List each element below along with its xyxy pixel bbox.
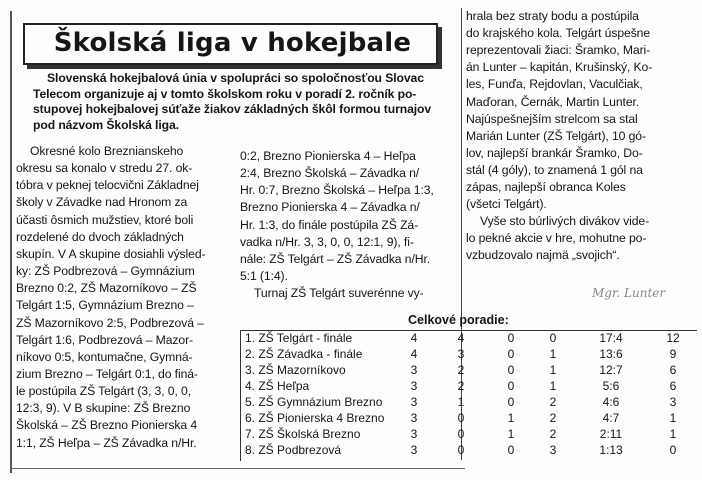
cell-w: 1 [457, 395, 465, 409]
cell-l: 0 [549, 331, 557, 345]
col2-line: 0:2, Brezno Pionierska 4 – Heľpa [240, 149, 416, 163]
col3-line: Marián Lunter (ZŠ Telgárt), 10 gó- [466, 128, 646, 143]
col2-line: Brezno Pionierska 4 – Závadka n/ [240, 200, 420, 215]
col1-line: Školská – ZŠ Brezno Pionierska 4 [16, 418, 198, 433]
cell-gp: 3 [410, 427, 418, 441]
col1-line: Brezno 0:2, ZŠ Mazorníkovo – ZŠ [16, 281, 197, 296]
col1-line: okresu sa konalo v stredu 27. ok- [16, 161, 193, 176]
cell-team: 1. ZŠ Telgárt - finále [245, 331, 353, 345]
col3-line: vzbudzovalo najmä „svojich“. [466, 248, 620, 263]
cell-d: 0 [507, 443, 515, 457]
bottom-rule [10, 468, 465, 469]
cell-gp: 3 [410, 379, 418, 393]
cell-w: 0 [457, 427, 465, 441]
col1-line: Telgárt 1:6, Podbrezová – Mazor- [16, 332, 193, 347]
col1-line: skupín. V A skupine dosiahli výsled- [16, 246, 206, 261]
cell-w: 2 [457, 363, 465, 377]
headline: Školská liga v hokejbale [53, 28, 412, 58]
cell-score: 4:7 [602, 411, 620, 425]
col3-line: án Lunter – kapitán, Krušinský, Ko- [466, 60, 653, 75]
cell-l: 2 [549, 411, 557, 425]
col2-line: 2:4, Brezno Školská – Závadka n/ [240, 166, 420, 181]
cell-w: 0 [457, 443, 465, 457]
col3-line: reprezentovali žiaci: Šramko, Mari- [466, 43, 651, 58]
col1-line: zium Brezno – Telgárt 0:1, do finá- [16, 366, 198, 381]
col3-line: zápas, najlepší obranca Koles [466, 180, 626, 194]
cell-gp: 3 [410, 411, 418, 425]
cell-w: 2 [457, 379, 465, 393]
col2-line: Hr. 1:3, do finále postúpila ZŠ Zá- [240, 217, 419, 232]
cell-team: 4. ZŠ Heľpa [245, 379, 310, 393]
col1-line: rozdelené do dvoch základných [16, 229, 184, 244]
col3-line: hrala bez straty bodu a postúpila [466, 9, 639, 23]
col2-line: 5:1 (1:4). [240, 269, 288, 284]
col1-line: účasti ôsmich mužstiev, ktoré boli [16, 212, 194, 227]
cell-l: 1 [549, 347, 557, 361]
cell-pts: 6 [669, 363, 677, 377]
col3-line: Vyše sto búrlivých divákov vide- [480, 214, 650, 229]
col1-line: Telgárt 1:5, Gymnázium Brezno – [16, 298, 194, 313]
col1-line: le postúpila ZŠ Telgárt (3, 3, 0, 0, [16, 384, 192, 399]
col3-line: do krajského kola. Telgárt úspešne [466, 26, 651, 41]
col3-line: stál (4 góly), to znamená 1 gól na [466, 162, 643, 177]
col1-line: ky: ZŠ Podbrezová – Gymnázium [16, 264, 195, 279]
col1-line: Okresné kolo Breznianskeho [30, 144, 184, 158]
cell-d: 1 [507, 411, 515, 425]
lead-line: pod názvom Školská liga. [33, 117, 179, 132]
cell-d: 1 [507, 427, 515, 441]
col1-line: školy v Závadke nad Hronom za [16, 195, 188, 210]
cell-l: 1 [549, 379, 557, 393]
cell-l: 2 [549, 427, 557, 441]
cell-d: 0 [507, 395, 515, 409]
headline-box [23, 23, 438, 65]
col1-line: ZŠ Mazorníkovo 2:5, Podbrezová – [16, 315, 204, 330]
cell-team: 5. ZŠ Gymnázium Brezno [245, 395, 383, 409]
cell-score: 13:6 [599, 347, 623, 361]
cell-gp: 4 [410, 331, 418, 345]
lead-line: Telecom organizuje aj v tomto školskom roku v poradí 2. ročník po- [33, 86, 417, 101]
cell-team: 2. ZŠ Závadka - finále [245, 347, 363, 361]
lead-line: Slovenská hokejbalová únia v spolupráci so spoločnosťou Slovac [47, 71, 424, 85]
cell-score: 1:13 [599, 443, 623, 457]
cell-pts: 6 [669, 379, 677, 393]
col3-line: lov, najlepší brankár Šramko, Do- [466, 145, 643, 160]
cell-w: 0 [457, 411, 465, 425]
col1-line: tóbra v peknej telocvični Základnej [16, 178, 199, 193]
cell-score: 4:6 [602, 395, 620, 409]
cell-w: 4 [457, 331, 465, 345]
col2-line: vadka n/Hr. 3, 3, 0, 0, 12:1, 9), fi- [240, 234, 414, 249]
cell-score: 5:6 [602, 379, 620, 393]
lead-line: stupovej hokejbalovej súťaže žiakov základných škôl formou turnajov [33, 102, 432, 117]
cell-pts: 9 [669, 347, 677, 361]
col3-line: les, Funďa, Rejdovlan, Vaculčiak, [466, 77, 643, 92]
cell-score: 17:4 [599, 331, 623, 345]
cell-w: 3 [457, 347, 465, 361]
col3-line: lo pekné akcie v hre, mohutne po- [466, 231, 647, 246]
cell-team: 7. ZŠ Školská Brezno [245, 427, 361, 441]
cell-gp: 3 [410, 395, 418, 409]
cell-l: 1 [549, 363, 557, 377]
col1-line: 12:3, 9). V B skupine: ZŠ Brezno [16, 401, 191, 416]
cell-l: 2 [549, 395, 557, 409]
cell-team: 3. ZŠ Mazorníkovo [245, 363, 346, 377]
cell-pts: 1 [669, 427, 677, 441]
cell-d: 0 [507, 331, 515, 345]
cell-gp: 3 [410, 363, 418, 377]
cell-l: 3 [549, 443, 557, 457]
cell-gp: 4 [410, 347, 418, 361]
col2-line: nále: ZŠ Telgárt – ZŠ Závadka n/Hr. [240, 251, 431, 266]
col1-line: níkovo 0:5, kontumačne, Gymná- [16, 349, 193, 364]
author-signature: Mgr. Lunter [592, 286, 666, 300]
col3-line: Maďoran, Černák, Martin Lunter. [466, 94, 640, 109]
col1-line: 1:1, ZŠ Heľpa – ZŠ Závadka n/Hr. [16, 435, 197, 450]
cell-score: 12:7 [599, 363, 623, 377]
col2-line: Hr. 0:7, Brezno Školská – Heľpa 1:3, [240, 183, 434, 198]
cell-pts: 3 [669, 395, 677, 409]
cell-team: 6. ZŠ Pionierska 4 Brezno [245, 411, 385, 425]
col2-line: Turnaj ZŠ Telgárt suverénne vy- [254, 286, 424, 301]
left-column-rule [10, 11, 12, 473]
cell-d: 0 [507, 363, 515, 377]
cell-gp: 3 [410, 443, 418, 457]
cell-d: 0 [507, 379, 515, 393]
cell-pts: 12 [666, 331, 680, 345]
cell-d: 0 [507, 347, 515, 361]
col3-line: Najúspešnejším strelcom sa stal [466, 111, 638, 126]
cell-pts: 0 [669, 443, 677, 457]
cell-score: 2:11 [599, 427, 623, 441]
standings-header: Celkové poradie: [408, 313, 509, 327]
cell-team: 8. ZŠ Podbrezová [245, 443, 342, 457]
cell-pts: 1 [669, 411, 677, 425]
col3-line: (všetci Telgárt). [466, 197, 547, 212]
